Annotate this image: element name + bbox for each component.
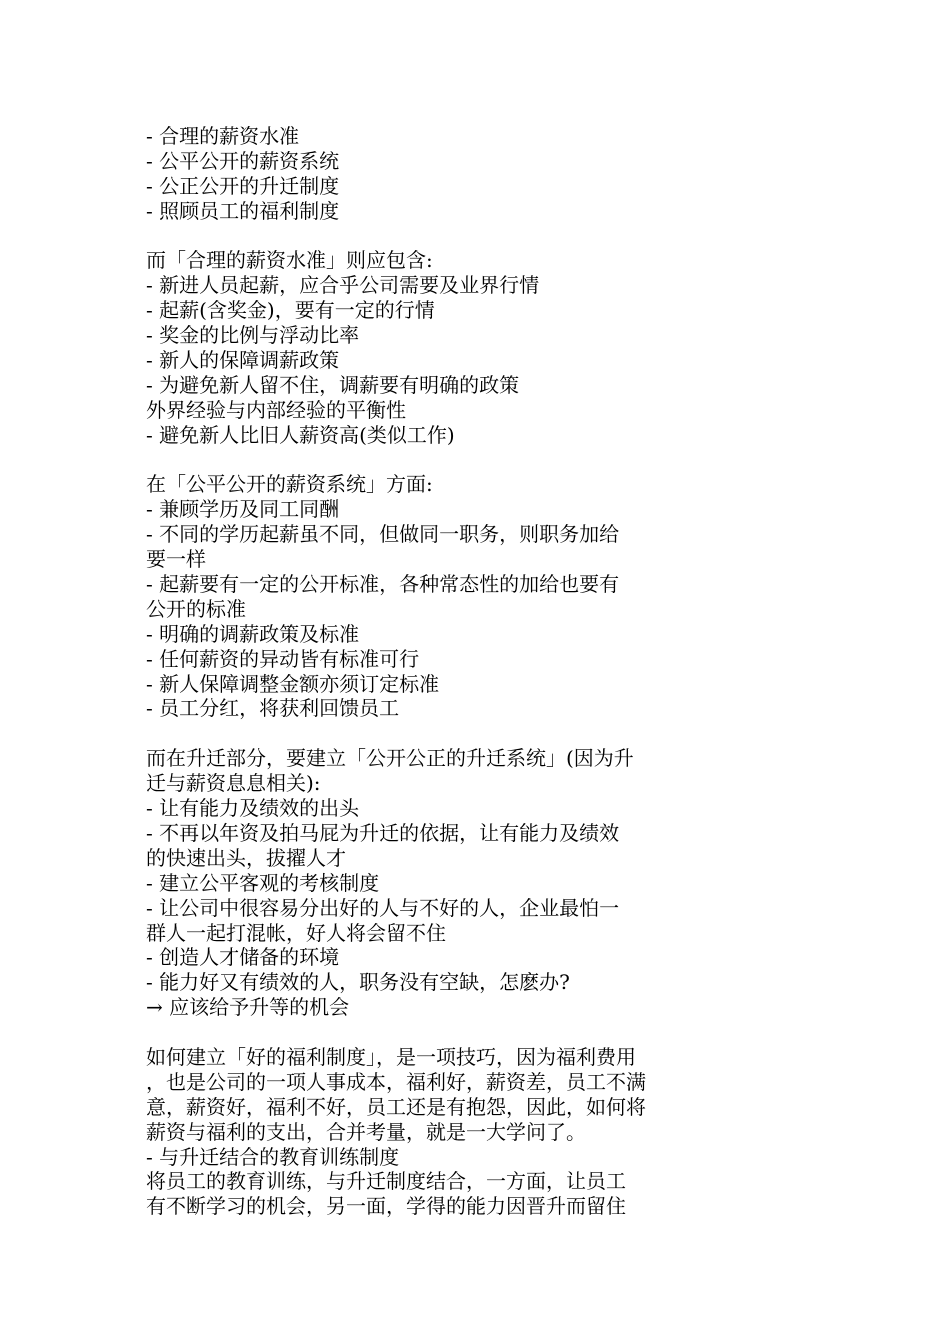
text-line: - 合理的薪资水准 — [146, 124, 300, 148]
paragraph-gap — [146, 1020, 726, 1045]
text-line: 有不断学习的机会，另一面，学得的能力因晋升而留住 — [146, 1194, 626, 1219]
text-line: 外界经验与内部经验的平衡性 — [146, 397, 406, 422]
text-line: ，也是公司的一项人事成本，福利好，薪资差，员工不满 — [146, 1069, 646, 1094]
paragraph-gap — [146, 224, 726, 249]
text-line: - 创造人才储备的环境 — [146, 945, 340, 970]
text-line: 要一样 — [146, 547, 206, 572]
text-line: - 不同的学历起薪虽不同，但做同一职务，则职务加给 — [146, 522, 620, 547]
text-line: - 新进人员起薪，应合乎公司需要及业界行情 — [146, 273, 540, 298]
text-line: 在「公平公开的薪资系统」方面: — [146, 472, 433, 497]
text-line: - 起薪(含奖金)，要有一定的行情 — [146, 298, 435, 323]
text-line: → 应该给予升等的机会 — [146, 995, 350, 1020]
text-line: 群人一起打混帐，好人将会留不住 — [146, 920, 446, 945]
text-line: - 避免新人比旧人薪资高(类似工作) — [146, 422, 455, 447]
text-line: - 不再以年资及拍马屁为升迁的依据，让有能力及绩效 — [146, 820, 620, 845]
text-line: - 公正公开的升迁制度 — [146, 173, 340, 198]
text-line: 薪资与福利的支出，合并考量，就是一大学问了。 — [146, 1119, 586, 1144]
text-line: - 兼顾学历及同工同酬 — [146, 497, 340, 522]
text-line: - 员工分红，将获利回馈员工 — [146, 696, 400, 721]
paragraph-gap — [146, 721, 726, 746]
text-line: - 新人保障调整金额亦须订定标准 — [146, 671, 440, 696]
paragraph-gap — [146, 448, 726, 473]
text-line: 公开的标准 — [146, 596, 246, 621]
text-line: - 任何薪资的异动皆有标准可行 — [146, 646, 420, 671]
text-line: - 让有能力及绩效的出头 — [146, 796, 360, 821]
text-line: 迁与薪资息息相关): — [146, 771, 321, 796]
text-line: - 奖金的比例与浮动比率 — [146, 323, 360, 348]
document-body — [146, 124, 726, 1219]
text-line: 如何建立「好的福利制度」，是一项技巧，因为福利费用 — [146, 1044, 636, 1069]
text-line: - 起薪要有一定的公开标准，各种常态性的加给也要有 — [146, 572, 620, 597]
text-line: 而在升迁部分，要建立「公开公正的升迁系统」(因为升 — [146, 746, 634, 771]
text-line: 意，薪资好，福利不好，员工还是有抱怨，因此，如何将 — [146, 1094, 646, 1119]
text-line: 的快速出头，拔擢人才 — [146, 845, 346, 870]
text-line: - 为避免新人留不住，调薪要有明确的政策 — [146, 372, 520, 397]
text-line: - 与升迁结合的教育训练制度 — [146, 1144, 400, 1169]
text-line: - 建立公平客观的考核制度 — [146, 870, 380, 895]
text-line: - 让公司中很容易分出好的人与不好的人，企业最怕一 — [146, 895, 620, 920]
text-line: 将员工的教育训练，与升迁制度结合，一方面，让员工 — [146, 1169, 626, 1194]
text-line: - 能力好又有绩效的人，职务没有空缺，怎麽办? — [146, 970, 570, 995]
text-line: 而「合理的薪资水准」则应包含: — [146, 248, 433, 273]
text-line: - 照顾员工的福利制度 — [146, 198, 340, 223]
text-line: - 新人的保障调薪政策 — [146, 348, 340, 373]
text-line: - 明确的调薪政策及标准 — [146, 621, 360, 646]
text-line: - 公平公开的薪资系统 — [146, 148, 340, 173]
